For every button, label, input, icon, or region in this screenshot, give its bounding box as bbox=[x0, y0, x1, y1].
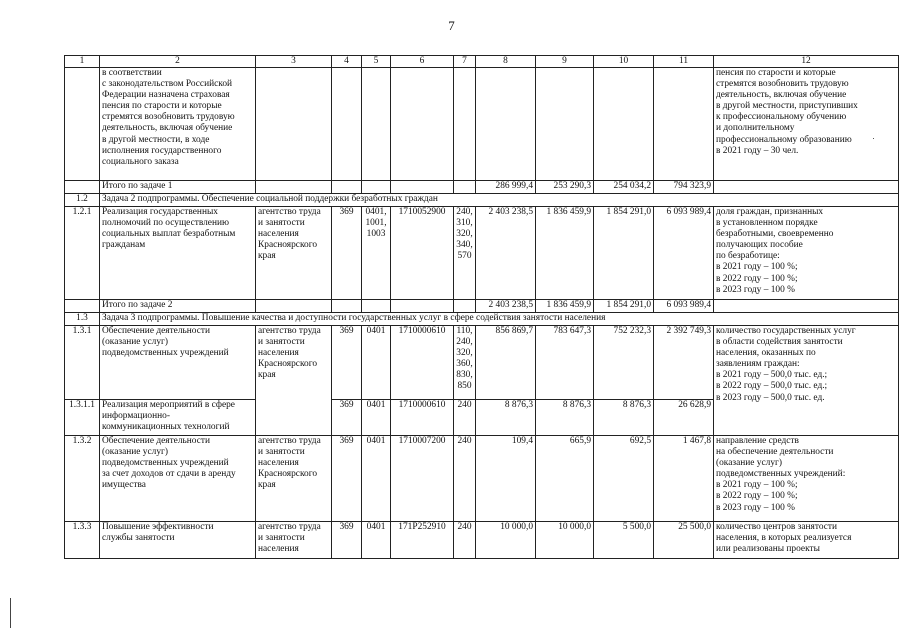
program-table bbox=[64, 55, 899, 559]
continued-activity-text: в соответствии с законодательством Российской Федерации назначена страховая пенсия по старости и которые стремятся возобновить трудовую деятельность, включая обучение в другой местности, в ходе исполнения государственного социального заказа bbox=[100, 68, 256, 181]
row-number: 1.3.1.1 bbox=[65, 400, 100, 436]
amount-2021: 8 876,3 bbox=[476, 400, 536, 436]
budget-code-target: 1710000610 bbox=[391, 400, 454, 436]
header-cell: 10 bbox=[594, 56, 654, 68]
budget-code-target: 1710052900 bbox=[391, 207, 454, 300]
table-row-1-3-3 bbox=[65, 522, 899, 559]
executor: агентство труда и занятости населения bbox=[256, 522, 332, 559]
activity-name: Обеспечение деятельности (оказание услуг) подведомственных учреждений bbox=[100, 326, 256, 400]
continued-row bbox=[65, 68, 899, 181]
section-number: 1.2 bbox=[65, 194, 100, 207]
total-2021: 2 403 238,5 bbox=[476, 300, 536, 313]
cell-empty bbox=[454, 300, 476, 313]
section-title: Задача 2 подпрограммы. Обеспечение социальной поддержки безработных граждан bbox=[100, 194, 899, 207]
continued-result-text: пенсия по старости и которые стремятся возобновить трудовую деятельность, включая обучение в другой местности, приступивших к профессиональному обучению и дополнительному профессиональному образованию в 2021 году – 30 чел. bbox=[714, 68, 899, 181]
activity-name: Обеспечение деятельности (оказание услуг) подведомственных учреждений за счет доходов от сдачи в аренду имущества bbox=[100, 436, 256, 522]
cell-empty bbox=[476, 68, 536, 181]
budget-code-section: 0401 bbox=[362, 326, 391, 400]
binding-margin-line bbox=[10, 598, 11, 628]
header-cell: 2 bbox=[100, 56, 256, 68]
header-cell: 4 bbox=[332, 56, 362, 68]
table-row-1-3-1 bbox=[65, 326, 899, 400]
expected-result: количество государственных услуг в области содействия занятости населения, оказанных по заявлениям граждан: в 2021 году – 500,0 тыс. ед.; в 2022 году – 500,0 тыс. ед.; в 2023 году – 500,0 тыс. ед. bbox=[714, 326, 899, 436]
total-sum: 6 093 989,4 bbox=[654, 300, 714, 313]
total-2022: 253 290,3 bbox=[536, 181, 594, 194]
header-cell: 9 bbox=[536, 56, 594, 68]
cell-empty bbox=[362, 181, 391, 194]
total-2023: 254 034,2 bbox=[594, 181, 654, 194]
expected-result: направление средств на обеспечение деятельности (оказание услуг) подведомственных учреждений: в 2021 году – 100 %; в 2022 году – 100 %; в 2023 году – 100 % bbox=[714, 436, 899, 522]
amount-2021: 109,4 bbox=[476, 436, 536, 522]
amount-2022: 10 000,0 bbox=[536, 522, 594, 559]
header-cell: 6 bbox=[391, 56, 454, 68]
section-row-1-2 bbox=[65, 194, 899, 207]
amount-2022: 783 647,3 bbox=[536, 326, 594, 400]
page-number: 7 bbox=[448, 18, 455, 33]
expected-result: доля граждан, признанных в установленном порядке безработными, своевременно получающих пособие по безработице: в 2021 году – 100 %; в 2022 году – 100 %; в 2023 году – 100 % bbox=[714, 207, 899, 300]
budget-code-section: 0401 bbox=[362, 436, 391, 522]
cell-empty bbox=[536, 68, 594, 181]
row-number: 1.3.3 bbox=[65, 522, 100, 559]
amount-total: 26 628,9 bbox=[654, 400, 714, 436]
amount-2022: 665,9 bbox=[536, 436, 594, 522]
row-number: 1.3.1 bbox=[65, 326, 100, 400]
amount-total: 6 093 989,4 bbox=[654, 207, 714, 300]
cell-empty bbox=[256, 181, 332, 194]
cell-empty bbox=[65, 68, 100, 181]
header-cell: 11 bbox=[654, 56, 714, 68]
cell-empty bbox=[65, 181, 100, 194]
budget-code-grbs: 369 bbox=[332, 400, 362, 436]
budget-code-type: 240, 310, 320, 340, 570 bbox=[454, 207, 476, 300]
cell-empty bbox=[391, 68, 454, 181]
cell-empty bbox=[332, 68, 362, 181]
amount-2021: 856 869,7 bbox=[476, 326, 536, 400]
total-2023: 1 854 291,0 bbox=[594, 300, 654, 313]
amount-2023: 5 500,0 bbox=[594, 522, 654, 559]
scan-dot bbox=[873, 138, 874, 139]
cell-empty bbox=[714, 181, 899, 194]
budget-code-target: 171Р252910 bbox=[391, 522, 454, 559]
amount-2023: 752 232,3 bbox=[594, 326, 654, 400]
total-sum: 794 323,9 bbox=[654, 181, 714, 194]
activity-name: Реализация мероприятий в сфере информационно- коммуникационных технологий bbox=[100, 400, 256, 436]
budget-code-type: 240 bbox=[454, 522, 476, 559]
activity-name: Повышение эффективности службы занятости bbox=[100, 522, 256, 559]
table-row-1-3-2 bbox=[65, 436, 899, 522]
activity-name: Реализация государственных полномочий по осуществлению социальных выплат безработным гражданам bbox=[100, 207, 256, 300]
cell-empty bbox=[65, 300, 100, 313]
executor: агентство труда и занятости населения Красноярского края bbox=[256, 436, 332, 522]
amount-total: 1 467,8 bbox=[654, 436, 714, 522]
cell-empty bbox=[362, 300, 391, 313]
cell-empty bbox=[454, 181, 476, 194]
cell-empty bbox=[362, 68, 391, 181]
cell-empty bbox=[256, 300, 332, 313]
cell-empty bbox=[454, 68, 476, 181]
header-cell: 8 bbox=[476, 56, 536, 68]
total-row-task2 bbox=[65, 300, 899, 313]
expected-result: количество центров занятости населения, в которых реализуется или реализованы проекты bbox=[714, 522, 899, 559]
cell-empty bbox=[714, 300, 899, 313]
header-row bbox=[65, 56, 899, 68]
budget-code-target: 1710000610 bbox=[391, 326, 454, 400]
amount-2022: 1 836 459,9 bbox=[536, 207, 594, 300]
section-row-1-3 bbox=[65, 313, 899, 326]
cell-empty bbox=[256, 68, 332, 181]
amount-total: 2 392 749,3 bbox=[654, 326, 714, 400]
cell-empty bbox=[332, 300, 362, 313]
budget-code-type: 240 bbox=[454, 400, 476, 436]
header-cell: 5 bbox=[362, 56, 391, 68]
total-2022: 1 836 459,9 bbox=[536, 300, 594, 313]
header-cell: 7 bbox=[454, 56, 476, 68]
amount-2021: 2 403 238,5 bbox=[476, 207, 536, 300]
executor: агентство труда и занятости населения Красноярского края bbox=[256, 207, 332, 300]
cell-empty bbox=[391, 181, 454, 194]
amount-2021: 10 000,0 bbox=[476, 522, 536, 559]
budget-code-section: 0401, 1001, 1003 bbox=[362, 207, 391, 300]
budget-code-section: 0401 bbox=[362, 522, 391, 559]
budget-code-target: 1710007200 bbox=[391, 436, 454, 522]
total-label: Итого по задаче 1 bbox=[100, 181, 256, 194]
budget-code-grbs: 369 bbox=[332, 436, 362, 522]
cell-empty bbox=[594, 68, 654, 181]
header-cell: 1 bbox=[65, 56, 100, 68]
table-row-1-2-1 bbox=[65, 207, 899, 300]
cell-empty bbox=[332, 181, 362, 194]
header-cell: 3 bbox=[256, 56, 332, 68]
cell-empty bbox=[391, 300, 454, 313]
executor: агентство труда и занятости населения Красноярского края bbox=[256, 326, 332, 436]
budget-code-grbs: 369 bbox=[332, 326, 362, 400]
cell-empty bbox=[654, 68, 714, 181]
header-cell: 12 bbox=[714, 56, 899, 68]
budget-code-grbs: 369 bbox=[332, 207, 362, 300]
total-2021: 286 999,4 bbox=[476, 181, 536, 194]
budget-code-type: 110, 240, 320, 360, 830, 850 bbox=[454, 326, 476, 400]
row-number: 1.3.2 bbox=[65, 436, 100, 522]
total-row-task1 bbox=[65, 181, 899, 194]
budget-code-type: 240 bbox=[454, 436, 476, 522]
row-number: 1.2.1 bbox=[65, 207, 100, 300]
total-label: Итого по задаче 2 bbox=[100, 300, 256, 313]
amount-2022: 8 876,3 bbox=[536, 400, 594, 436]
amount-total: 25 500,0 bbox=[654, 522, 714, 559]
section-number: 1.3 bbox=[65, 313, 100, 326]
amount-2023: 8 876,3 bbox=[594, 400, 654, 436]
amount-2023: 1 854 291,0 bbox=[594, 207, 654, 300]
budget-code-grbs: 369 bbox=[332, 522, 362, 559]
section-title: Задача 3 подпрограммы. Повышение качества и доступности государственных услуг в сфере содействия занятости населения bbox=[100, 313, 899, 326]
amount-2023: 692,5 bbox=[594, 436, 654, 522]
budget-code-section: 0401 bbox=[362, 400, 391, 436]
